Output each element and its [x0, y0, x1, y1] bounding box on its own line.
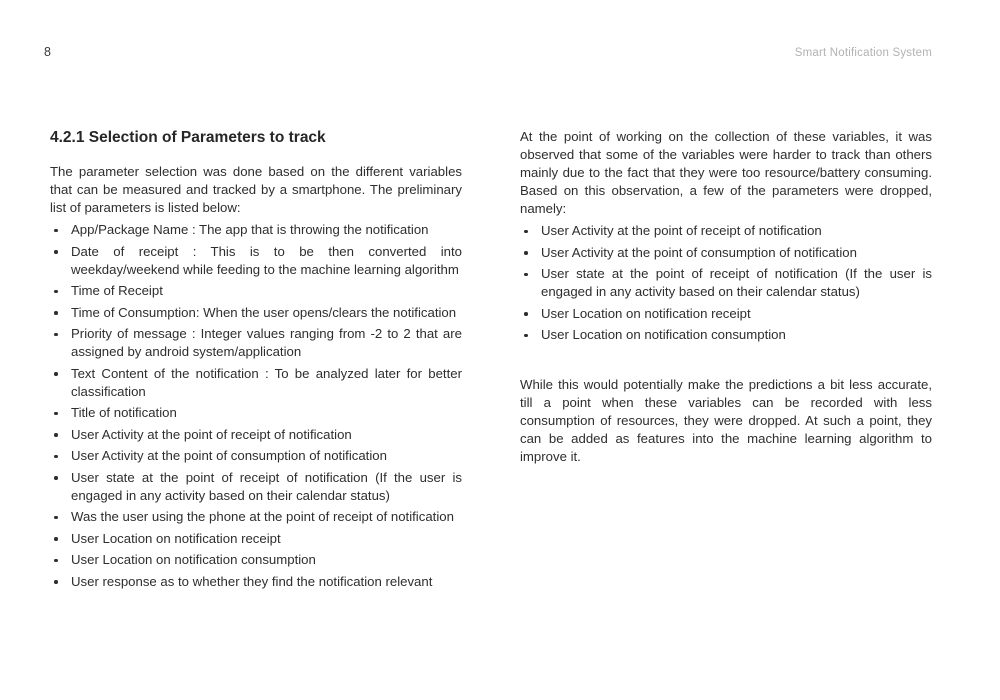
two-column-body — [50, 128, 932, 594]
list-item: Title of notification — [50, 404, 462, 422]
running-header — [44, 45, 932, 59]
list-item: User response as to whether they find the notification relevant — [50, 573, 462, 591]
conclusion-paragraph: While this would potentially make the predictions a bit less accurate, till a point when these variables can be recorded with less consumption of resources, they were dropped. At such a point, they can be added as features into the machine learning algorithm to improve it. — [520, 377, 932, 464]
list-item: User state at the point of receipt of notification (If the user is engaged in any activity based on their calendar status) — [50, 469, 462, 505]
list-item: User Location on notification receipt — [50, 530, 462, 548]
list-item: User state at the point of receipt of notification (If the user is engaged in any activity based on their calendar status) — [520, 265, 932, 301]
list-item: User Location on notification consumption — [520, 326, 932, 344]
list-item: App/Package Name : The app that is throwing the notification — [50, 221, 462, 239]
list-item: Time of Consumption: When the user opens/clears the notification — [50, 304, 462, 322]
page-number: 8 — [44, 45, 51, 59]
list-item: Text Content of the notification : To be analyzed later for better classification — [50, 365, 462, 401]
list-item: User Activity at the point of consumption of notification — [50, 447, 462, 465]
list-item: User Activity at the point of receipt of notification — [50, 426, 462, 444]
dropped-parameter-list — [520, 222, 932, 344]
list-item: User Activity at the point of consumption of notification — [520, 244, 932, 262]
section-heading: 4.2.1 Selection of Parameters to track — [50, 129, 326, 146]
list-item: Priority of message : Integer values ranging from -2 to 2 that are assigned by android system/application — [50, 325, 462, 361]
intro-paragraph: The parameter selection was done based on the different variables that can be measured and tracked by a smartphone. The preliminary list of parameters is listed below: — [50, 164, 462, 215]
list-item: User Location on notification consumption — [50, 551, 462, 569]
list-item: Was the user using the phone at the point of receipt of notification — [50, 508, 462, 526]
list-item: User Location on notification receipt — [520, 305, 932, 323]
observation-paragraph: At the point of working on the collection of these variables, it was observed that some of the variables were harder to track than others mainly due to the fact that they were too resource/battery consuming. Based on this observation, a few of the parameters were dropped, namely: — [520, 129, 932, 216]
list-item: User Activity at the point of receipt of notification — [520, 222, 932, 240]
left-column — [50, 128, 462, 594]
running-title: Smart Notification System — [794, 47, 932, 59]
list-item: Date of receipt : This is to be then converted into weekday/weekend while feeding to the machine learning algorithm — [50, 243, 462, 279]
list-item: Time of Receipt — [50, 282, 462, 300]
parameter-list — [50, 221, 462, 591]
right-column — [520, 128, 932, 594]
